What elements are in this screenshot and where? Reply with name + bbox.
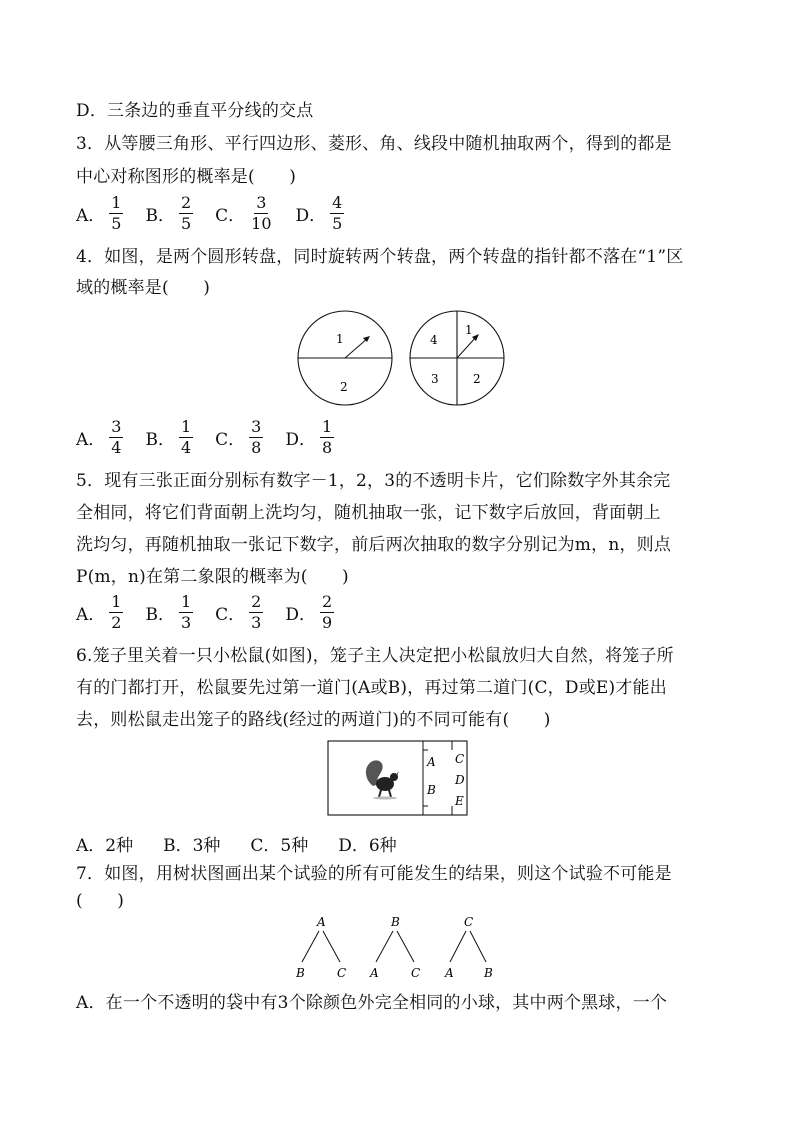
tree1-left: B [296, 966, 305, 980]
fraction: $\frac{4}{5}$ [332, 193, 343, 233]
squirrel-cage-figure [327, 740, 469, 816]
fraction: $\frac{2}{3}$ [251, 592, 262, 632]
q6-stem-line3: 去，则松鼠走出笼子的路线(经过的两道门)的不同可能有( ) [76, 710, 551, 730]
q5-stem-line4: P(m，n)在第二象限的概率为( ) [76, 567, 349, 587]
tree3-right: B [484, 966, 493, 980]
pointer-arrow-2 [457, 336, 477, 358]
pointer-arrow-1 [345, 338, 368, 358]
fraction: $\frac{2}{5}$ [180, 193, 192, 233]
q3-option-a[interactable]: A． $\frac{1}{5}$ [76, 193, 122, 233]
door-e-label: E [455, 794, 464, 808]
q3-option-b[interactable]: B． $\frac{2}{5}$ [145, 193, 192, 233]
q7-stem-line2: ( ) [76, 891, 125, 911]
spinner-wheels-figure [290, 306, 510, 410]
q5-option-a[interactable]: A． $\frac{1}{2}$ [76, 592, 122, 632]
q5-stem-line3: 洗均匀，再随机抽取一张记下数字，前后两次抽取的数字分别记为m，n，则点 [76, 535, 672, 555]
fraction: $\frac{3}{4}$ [111, 417, 122, 457]
q4-option-d[interactable]: D． $\frac{1}{8}$ [285, 417, 333, 457]
q7-option-a[interactable]: A．在一个不透明的袋中有3个除颜色外完全相同的小球，其中两个黑球，一个 [76, 993, 668, 1013]
q3-option-d[interactable]: D． $\frac{4}{5}$ [295, 193, 343, 233]
q5-options [76, 593, 356, 632]
door-c-label: C [455, 752, 465, 766]
tree2-left: A [370, 966, 379, 980]
q3-options [76, 194, 366, 233]
q4-option-c[interactable]: C． $\frac{3}{8}$ [215, 417, 262, 457]
fraction: $\frac{1}{2}$ [111, 592, 122, 632]
fraction: $\frac{2}{9}$ [322, 592, 333, 632]
wheel2-sector-2: 2 [473, 372, 481, 386]
fraction: $\frac{1}{3}$ [180, 592, 192, 632]
door-b-label: B [427, 783, 436, 797]
q6-option-b[interactable]: B．3种 [163, 836, 221, 856]
tree-1 [295, 915, 346, 980]
tree3-left: A [445, 966, 454, 980]
q4-option-b[interactable]: B． $\frac{1}{4}$ [145, 417, 192, 457]
wheel1-sector-1: 1 [336, 332, 344, 346]
wheel-2 [410, 311, 504, 405]
tree-2 [369, 915, 420, 980]
wheel-1 [298, 311, 392, 405]
wheel1-sector-2: 2 [340, 380, 348, 394]
door-a-label: A [427, 755, 436, 769]
fraction: $\frac{3}{8}$ [251, 417, 262, 457]
q6-stem-line2: 有的门都打开，松鼠要先过第一道门(A或B)，再过第二道门(C，D或E)才能出 [76, 678, 667, 698]
wheel2-sector-1: 1 [465, 323, 473, 337]
tree1-right: C [337, 966, 347, 980]
tree-diagram-figure [290, 912, 510, 984]
q3-stem-line2: 中心对称图形的概率是( ) [76, 167, 297, 187]
q2-option-d: D．三条边的垂直平分线的交点 [76, 101, 314, 121]
q6-option-a[interactable]: A．2种 [76, 836, 134, 856]
fraction: $\frac{1}{5}$ [111, 193, 122, 233]
squirrel-icon [366, 760, 399, 799]
tree3-root: C [464, 915, 474, 929]
q6-options [76, 831, 419, 856]
q4-option-a[interactable]: A． $\frac{3}{4}$ [76, 417, 122, 457]
q3-stem-line1: 3．从等腰三角形、平行四边形、菱形、角、线段中随机抽取两个，得到的都是 [76, 134, 672, 154]
tree2-root: B [391, 915, 400, 929]
q6-stem-line1: 6.笼子里关着一只小松鼠(如图)，笼子主人决定把小松鼠放归大自然，将笼子所 [76, 646, 674, 666]
q5-option-c[interactable]: C． $\frac{2}{3}$ [215, 592, 262, 632]
fraction: $\frac{3}{10}$ [251, 193, 272, 233]
wheel2-sector-3: 3 [431, 372, 439, 386]
q6-option-c[interactable]: C．5种 [250, 836, 309, 856]
q5-option-b[interactable]: B． $\frac{1}{3}$ [145, 592, 192, 632]
wheel2-sector-4: 4 [430, 333, 438, 347]
q4-stem-line2: 域的概率是( ) [76, 278, 211, 298]
q6-option-d[interactable]: D．6种 [338, 836, 397, 856]
q5-option-d[interactable]: D． $\frac{2}{9}$ [285, 592, 333, 632]
tree-3 [444, 915, 493, 980]
q7-stem-line1: 7．如图，用树状图画出某个试验的所有可能发生的结果，则这个试验不可能是 [76, 864, 672, 884]
tree2-right: C [411, 966, 421, 980]
fraction: $\frac{1}{4}$ [180, 417, 192, 457]
door-d-label: D [455, 773, 465, 787]
q5-stem-line2: 全相同，将它们背面朝上洗均匀，随机抽取一张，记下数字后放回，背面朝上 [76, 503, 661, 523]
q5-stem-line1: 5．现有三张正面分别标有数字－1，2，3的不透明卡片，它们除数字外其余完 [76, 471, 671, 491]
q4-options [76, 418, 356, 457]
q4-stem-line1: 4．如图，是两个圆形转盘，同时旋转两个转盘，两个转盘的指针都不落在“1”区 [76, 247, 684, 267]
q3-option-c[interactable]: C． $\frac{3}{10}$ [215, 193, 272, 233]
fraction: $\frac{1}{8}$ [322, 417, 333, 457]
tree1-root: A [317, 915, 326, 929]
